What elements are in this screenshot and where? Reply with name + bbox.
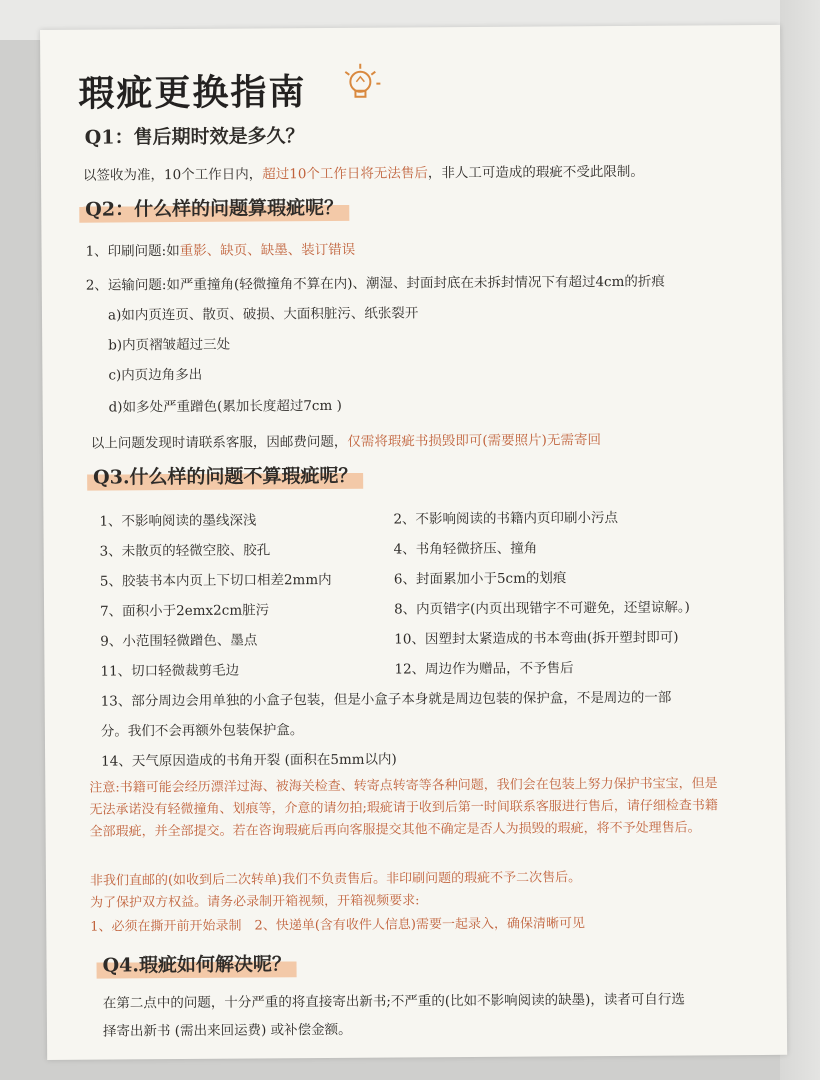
q2-sub-c: c)内页边角多出	[108, 366, 203, 384]
q1-text-a: 以签收为准，10个工作日内，	[82, 166, 263, 184]
q1-text-b: ，非人工可造成的瑕疵不受此限制。	[427, 163, 644, 182]
q2-item-1-red: 重影、缺页、缺墨、装订错误	[179, 241, 356, 260]
q2-heading: Q2：什么样的问题算瑕疵呢？	[79, 192, 349, 223]
q1-text-red: 超过10个工作日将无法售后	[262, 165, 428, 183]
q2-sub-d: d)如多处严重蹭色(累加长度超过7cm )	[108, 397, 342, 416]
q4-line-1: 在第二点中的问题，十分严重的将直接寄出新书;不严重的(比如不影响阅读的缺墨)，读者可自行选	[102, 991, 685, 1012]
q3-note-4: 1、必须在撕开前开始录制 2、快递单(含有收件人信息)需要一起录入，确保清晰可见	[90, 916, 585, 935]
q3-right-12: 12、周边作为赠品，不予售后	[394, 660, 574, 678]
q2-item-1	[85, 238, 355, 260]
q2-contact	[91, 428, 601, 452]
q3-right-8: 8、内页错字(内页出现错字不可避免，还望谅解。)	[393, 599, 690, 618]
q3-left-5: 5、胶装书本内页上下切口相差2mm内	[99, 571, 332, 590]
q4-line-2: 择寄出新书 (需出来回运费) 或补偿金额。	[102, 1021, 352, 1040]
q3-right-6: 6、封面累加小于5cm的划痕	[393, 570, 567, 588]
q1-text	[83, 160, 644, 184]
q3-right-4: 4、书角轻微挤压、撞角	[393, 540, 538, 558]
q2-item-2: 2、运输问题:如严重撞角(轻微撞角不算在内)、潮湿、封面封底在未拆封情况下有超过4cm的折痕	[85, 273, 665, 294]
q2-contact-red: 仅需将瑕疵书损毁即可(需要照片)无需寄回	[347, 432, 601, 450]
q3-note-3: 为了保护双方权益。请务必录制开箱视频，开箱视频要求:	[90, 893, 420, 911]
q4-heading: Q4.瑕疵如何解决呢？	[96, 948, 297, 978]
q3-right-2: 2、不影响阅读的书籍内页印刷小污点	[393, 509, 619, 528]
q3-left-1: 1、不影响阅读的墨线深浅	[99, 512, 257, 530]
q3-item-13-line2: 分。我们不会再额外包装保护盒。	[100, 722, 304, 740]
q3-note: 注意:书籍可能会经历漂洋过海、被海关检查、转寄点转寄等各种问题，我们会在包装上努力保护书宝宝，但是无法承诺没有轻微撞角、划痕等，介意的请勿拍;瑕疵请于收到后第一时间联系客服进行售后，请仔细检查书籍全部瑕疵，并全部提交。若在咨询瑕疵后再向客服提交其他不确定是否人为损毁的瑕疵，将不予处理售后。	[89, 776, 718, 840]
q1-heading: Q1：售后期时效是多久？	[84, 125, 305, 149]
q2-sub-b: b)内页褶皱超过三处	[108, 336, 231, 354]
q2-item-1-text: 1、印刷问题:如	[85, 243, 180, 260]
q3-heading: Q3.什么样的问题不算瑕疵呢？	[87, 460, 364, 491]
q2-contact-text: 以上问题发现时请联系客服，因邮费问题，	[90, 433, 348, 452]
q3-left-7: 7、面积小于2emx2cm脏污	[100, 602, 270, 620]
q3-left-9: 9、小范围轻微蹭色、墨点	[100, 632, 258, 650]
q3-item-14: 14、天气原因造成的书角开裂 (面积在5mm以内)	[101, 751, 397, 770]
q2-sub-a: a)如内页连页、散页、破损、大面积脏污、纸张裂开	[107, 305, 419, 324]
q3-left-3: 3、未散页的轻微空胶、胶孔	[99, 542, 271, 560]
guide-paper	[40, 25, 787, 1060]
q3-note-2: 非我们直邮的(如收到后二次转单)我们不负责售后。非印刷问题的瑕疵不予二次售后。	[89, 870, 582, 889]
q3-item-13-line1: 13、部分周边会用单独的小盒子包装，但是小盒子本身就是周边包装的保护盒，不是周边的一部	[100, 689, 672, 710]
q3-right-10: 10、因塑封太紧造成的书本弯曲(拆开塑封即可)	[394, 629, 679, 648]
q3-left-11: 11、切口轻微裁剪毛边	[100, 662, 240, 680]
lightbulb-icon	[340, 60, 382, 102]
page-title: 瑕疵更换指南	[78, 71, 307, 115]
